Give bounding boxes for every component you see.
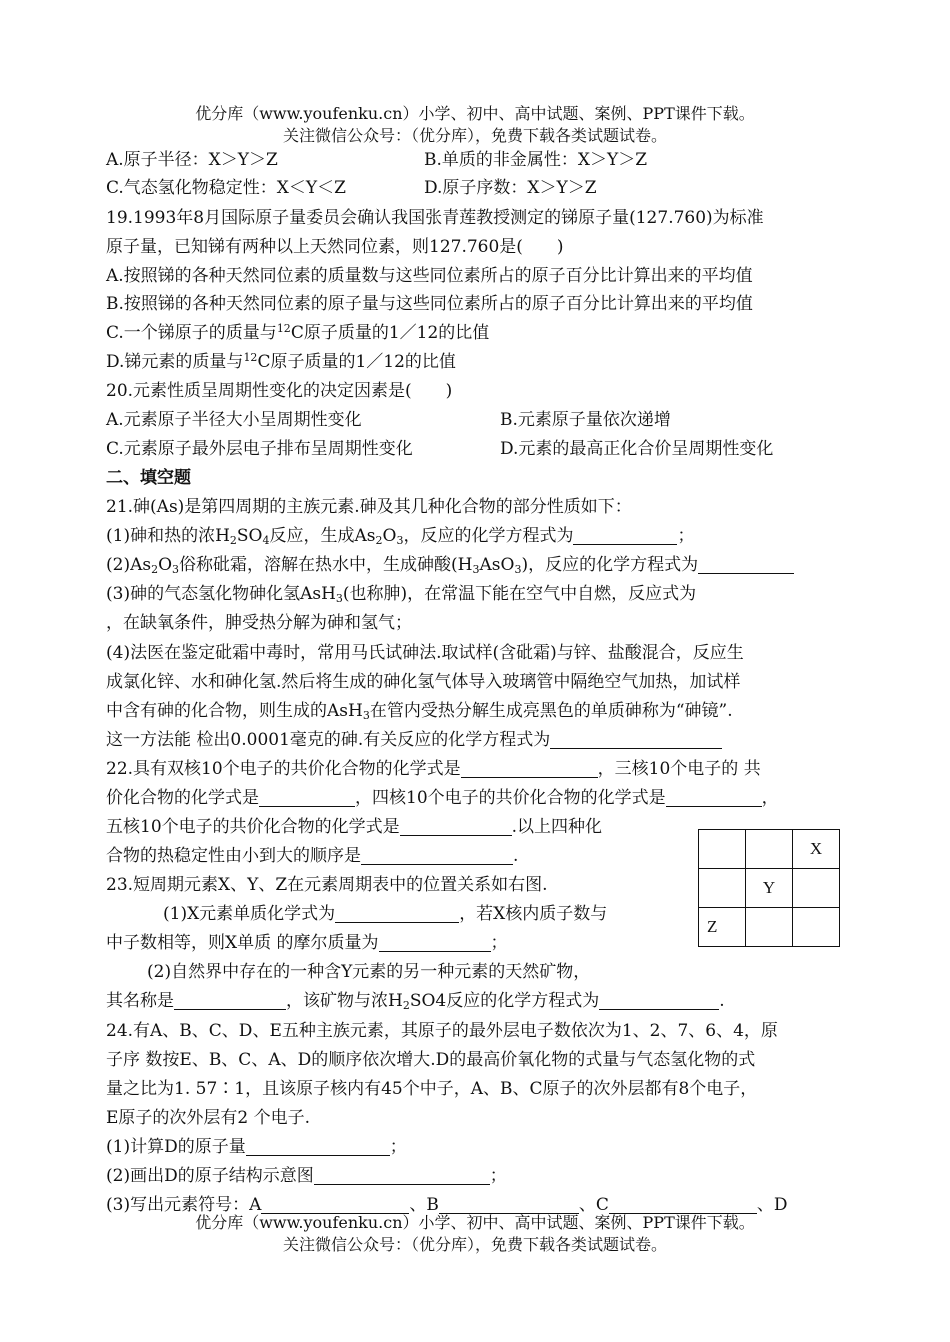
q20-stem: 20.元素性质呈周期性变化的决定因素是( ): [106, 381, 453, 401]
q20-option-a: A.元素原子半径大小呈周期性变化: [106, 410, 362, 430]
answer-blank[interactable]: [174, 991, 286, 1010]
q24-line3: 量之比为1. 57∶1，且该原子核内有45个中子，A、B、C原子的次外层都有8个电子，: [106, 1079, 758, 1099]
q20-option-d: D.元素的最高正化合价呈周期性变化: [500, 439, 774, 459]
footer-line-1: 优分库（www.youfenku.cn）小学、初中、高中试题、案例、PPT课件下载。: [195, 1213, 755, 1232]
q19-option-a: A.按照锑的各种天然同位素的质量数与这些同位素所占的原子百分比计算出来的平均值: [106, 266, 753, 286]
q19-stem-line1: 19.1993年8月国际原子量委员会确认我国张青莲教授测定的锑原子量(127.760)为标准: [106, 208, 764, 228]
q18-option-d: D.原子序数：X＞Y＞Z: [424, 178, 597, 198]
q22-line1: 22.具有双核10个电子的共价化合物的化学式是 ，三核10个电子的 共: [106, 759, 761, 779]
answer-blank[interactable]: [599, 991, 719, 1010]
q21-part4-line1: (4)法医在鉴定砒霜中毒时，常用马氏试砷法.取试样(含砒霜)与锌、盐酸混合，反应生: [106, 643, 744, 663]
answer-blank[interactable]: [461, 759, 598, 778]
q24-line4: E原子的次外层有2 个电子.: [106, 1108, 311, 1128]
mass-number: 12: [276, 322, 291, 335]
q23-part2-cont: 其名称是 ，该矿物与浓$H_2SO4$反应的化学方程式为 .: [106, 991, 725, 1012]
grid-cell: [746, 830, 793, 869]
q21-stem: 21.砷(As)是第四周期的主族元素.砷及其几种化合物的部分性质如下：: [106, 497, 632, 517]
q18-options-row1: [106, 145, 846, 175]
grid-cell: [699, 869, 746, 908]
grid-cell: Z: [699, 908, 746, 947]
answer-blank[interactable]: [379, 933, 491, 952]
q20-options-row2: [106, 434, 846, 464]
q19-option-c: C.一个锑原子的质量与$^{12}$C原子质量的1／12的比值: [106, 322, 490, 343]
q23-stem: 23.短周期元素X、Y、Z在元素周期表中的位置关系如右图.: [106, 875, 548, 895]
q21-part4-line3: 中含有砷的化合物，则生成的AsH$_3$在管内受热分解生成亮黑色的单质砷称为“砷镜”.: [106, 701, 733, 722]
answer-blank[interactable]: [400, 817, 512, 836]
q24-part3: (3)写出元素符号：A 、B 、C 、D: [106, 1195, 788, 1215]
q20-option-b: B.元素原子量依次递增: [500, 410, 671, 430]
grid-row: [699, 908, 840, 947]
q18-option-c: C.气态氢化物稳定性：X＜Y＜Z: [106, 178, 346, 198]
q22-line3: 五核10个电子的共价化合物的化学式是 .以上四种化: [106, 817, 603, 837]
periodic-table-grid: [698, 829, 840, 947]
q21-part4-line2: 成氯化锌、水和砷化氢.然后将生成的砷化氢气体导入玻璃管中隔绝空气加热，加试样: [106, 672, 741, 692]
header-line-2: 关注微信公众号：（优分库），免费下载各类试题试卷。: [282, 126, 667, 145]
q23-part1: (1)X元素单质化学式为 ，若X核内质子数与: [163, 904, 608, 924]
grid-cell: [793, 869, 840, 908]
q23-part2: (2)自然界中存在的一种含Y元素的另一种元素的天然矿物，: [147, 962, 591, 982]
grid-row: [699, 830, 840, 869]
grid-cell: X: [793, 830, 840, 869]
q21-part4-line4: 这一方法能 检出0.0001毫克的砷.有关反应的化学方程式为: [106, 725, 846, 755]
q19-stem-line2: 原子量，已知锑有两种以上天然同位素，则127.760是( ): [106, 237, 564, 257]
q20-options-row1: [106, 405, 846, 435]
q21-part3: (3)砷的气态氢化物砷化氢AsH$_3$(也称胂)，在常温下能在空气中自燃，反应式为: [106, 584, 697, 605]
answer-blank[interactable]: [573, 526, 677, 545]
answer-blank[interactable]: [259, 788, 355, 807]
grid-cell: [793, 908, 840, 947]
answer-blank[interactable]: [246, 1137, 390, 1156]
grid-cell: [699, 830, 746, 869]
q18-options-row2: [106, 173, 846, 203]
q18-option-b: B.单质的非金属性：X＞Y＞Z: [424, 150, 648, 170]
q24-part2: (2)画出D的原子结构示意图 ；: [106, 1166, 507, 1186]
mass-number: 12: [243, 351, 258, 364]
answer-blank[interactable]: [314, 1166, 490, 1185]
section-title: 二、填空题: [106, 468, 191, 488]
page-footer: [0, 1212, 950, 1256]
q24-line1: 24.有A、B、C、D、E五种主族元素，其原子的最外层电子数依次为1、2、7、6、4，原: [106, 1021, 778, 1041]
answer-blank[interactable]: [666, 788, 762, 807]
q20-option-c: C.元素原子最外层电子排布呈周期性变化: [106, 439, 413, 459]
answer-blank[interactable]: [361, 846, 513, 865]
q23-part1-cont: 中子数相等，则X单质 的摩尔质量为 ；: [106, 933, 508, 953]
page-header: [0, 103, 950, 147]
q18-option-a: A.原子半径：X＞Y＞Z: [106, 150, 278, 170]
header-line-1: 优分库（www.youfenku.cn）小学、初中、高中试题、案例、PPT课件下载。: [195, 104, 755, 123]
q21-part2: $(2)As_2O_3$俗称砒霜，溶解在热水中，生成砷酸$(H_3AsO_3)$，反应的化学方程式为: [106, 550, 846, 580]
q21-part3-cont: ，在缺氧条件，胂受热分解为砷和氢气；: [106, 613, 412, 633]
grid-cell: [746, 908, 793, 947]
q24-line2: 子序 数按E、B、C、A、D的顺序依次增大.D的最高价氧化物的式量与气态氢化物的式: [106, 1050, 756, 1070]
footer-line-2: 关注微信公众号：（优分库），免费下载各类试题试卷。: [282, 1235, 667, 1254]
q22-line4: 合物的热稳定性由小到大的顺序是 .: [106, 846, 519, 866]
grid-cell: Y: [746, 869, 793, 908]
grid-row: [699, 869, 840, 908]
answer-blank[interactable]: [550, 730, 722, 749]
q22-line2: 价化合物的化学式是 ，四核10个电子的共价化合物的化学式是 ，: [106, 788, 779, 808]
q24-part1: (1)计算D的原子量 ；: [106, 1137, 407, 1157]
q21-part1: (1)砷和热的浓$H_2SO_4$反应，生成$As_2O_3$，反应的化学方程式为 ；: [106, 526, 695, 547]
q19-option-d: D.锑元素的质量与$^{12}$C原子质量的1／12的比值: [106, 351, 456, 372]
answer-blank[interactable]: [698, 555, 794, 574]
q19-option-b: B.按照锑的各种天然同位素的原子量与这些同位素所占的原子百分比计算出来的平均值: [106, 294, 753, 314]
answer-blank[interactable]: [335, 904, 459, 923]
